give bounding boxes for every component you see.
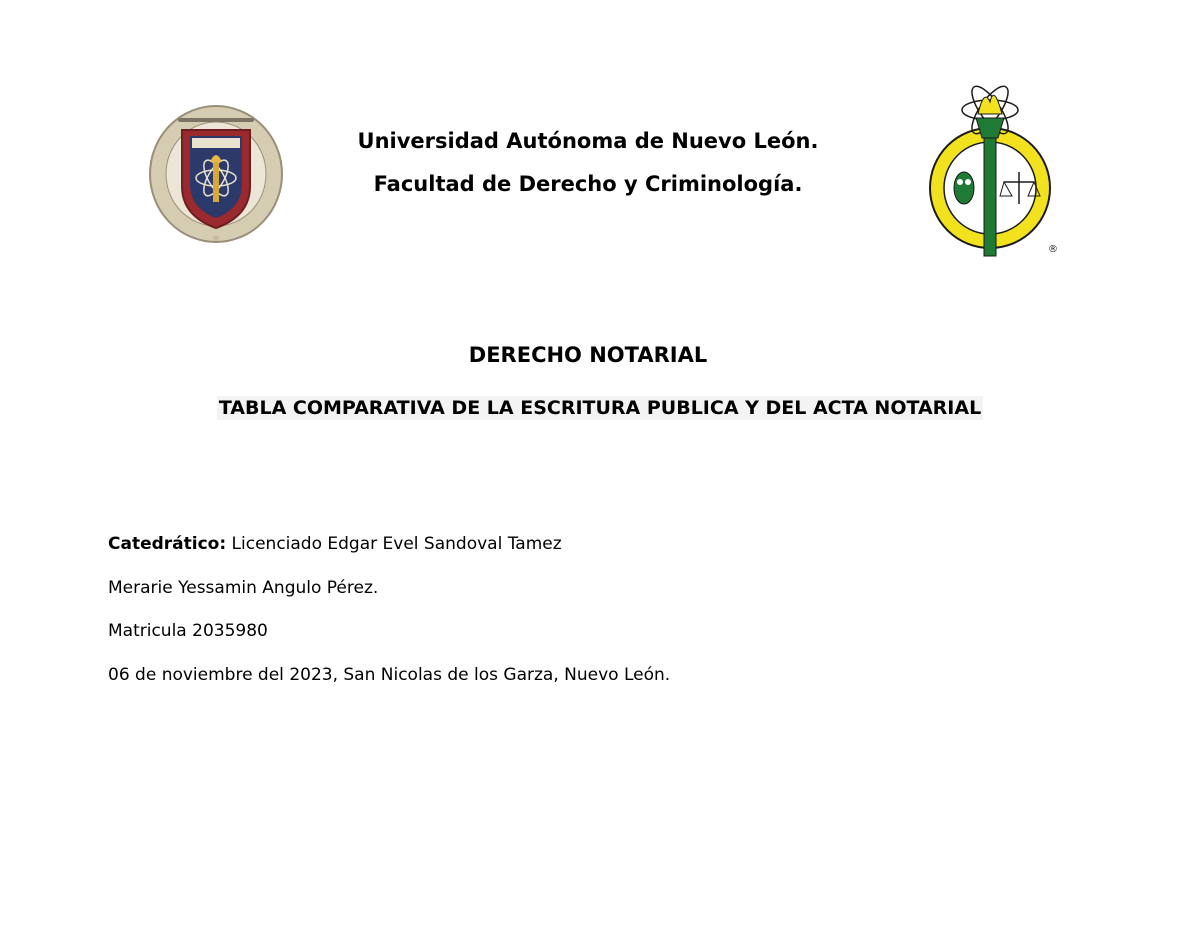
professor-label: Catedrático:: [108, 534, 227, 554]
faculty-name: Facultad de Derecho y Criminología.: [373, 172, 803, 196]
matricula: Matricula 2035980: [108, 621, 268, 641]
document-title-wrap: [0, 396, 1200, 420]
subject-title: DERECHO NOTARIAL: [468, 343, 708, 367]
document-title: TABLA COMPARATIVA DE LA ESCRITURA PUBLICA Y DEL ACTA NOTARIAL: [218, 397, 982, 419]
date-place: 06 de noviembre del 2023, San Nicolas de los Garza, Nuevo León.: [108, 665, 671, 685]
registered-mark: ®: [1048, 244, 1058, 255]
student-name: Merarie Yessamin Angulo Pérez.: [108, 578, 379, 598]
professor-name: Licenciado Edgar Evel Sandoval Tamez: [226, 534, 562, 554]
fdyc-torch-emblem-icon: [924, 84, 1060, 262]
university-name: Universidad Autónoma de Nuevo León.: [357, 129, 819, 153]
professor-line: [108, 534, 562, 554]
